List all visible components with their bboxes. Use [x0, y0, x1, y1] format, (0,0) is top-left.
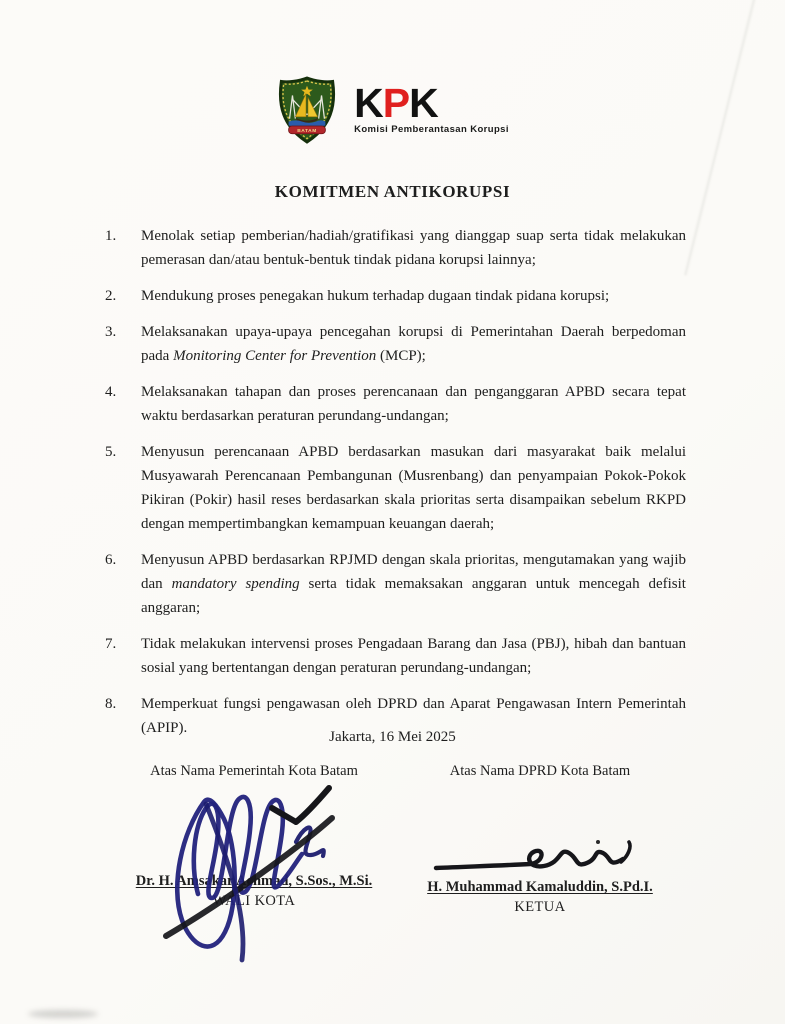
commitment-item	[105, 380, 686, 428]
signatory-left-block	[118, 763, 390, 910]
item-text: Mendukung proses penegakan hukum terhadap dugaan tindak pidana korupsi;	[141, 288, 610, 304]
svg-text:BATAM: BATAM	[297, 128, 317, 134]
commitment-item	[105, 224, 686, 272]
page-title: KOMITMEN ANTIKORUPSI	[274, 182, 511, 201]
commitment-item	[105, 632, 686, 680]
kpk-letter-k2: K	[409, 80, 438, 126]
header-logos	[0, 76, 785, 144]
item-number: 8.	[105, 696, 117, 712]
item-text: Tidak melakukan intervensi proses Pengadaan Barang dan Jasa (PBJ), hibah dan bantuan sosial yang bertentangan dengan peraturan perundang-undangan;	[141, 636, 686, 676]
commitment-list	[105, 224, 686, 752]
item-number: 3.	[105, 324, 117, 340]
commitment-item	[105, 320, 686, 368]
kpk-letter-p: P	[382, 80, 410, 126]
commitment-item	[105, 284, 686, 308]
date-line: Jakarta, 16 Mei 2025	[329, 729, 456, 745]
signatory-right-name: H. Muhammad Kamaluddin, S.Pd.I.	[427, 879, 653, 895]
item-number: 4.	[105, 384, 117, 400]
crest-ribbon	[289, 126, 326, 134]
signatory-left-name: Dr. H. Amsakar Achmad, S.Sos., M.Si.	[135, 873, 373, 889]
item-number: 6.	[105, 552, 117, 568]
kpk-logo	[354, 80, 509, 135]
item-text: Memperkuat fungsi pengawasan oleh DPRD dan Aparat Pengawasan Intern Pemerintah (APIP).	[141, 696, 686, 736]
item-text: Menyusun APBD berdasarkan RPJMD dengan skala prioritas, mengutamakan yang wajib dan mandatory spending serta tidak memaksakan anggaran untuk mencegah defisit anggaran;	[141, 552, 686, 616]
kpk-wordmark	[354, 80, 438, 126]
signatory-right-role: KETUA	[514, 899, 566, 915]
item-text: Melaksanakan tahapan dan proses perencanaan dan penganggaran APBD secara tepat waktu berdasarkan peraturan perundang-undangan;	[141, 384, 686, 424]
commitment-item	[105, 440, 686, 536]
item-number: 1.	[105, 228, 117, 244]
on-behalf-right: Atas Nama DPRD Kota Batam	[449, 763, 631, 779]
ink-speck	[596, 840, 600, 844]
item-number: 2.	[105, 288, 117, 304]
item-text: Melaksanakan upaya-upaya pencegahan korupsi di Pemerintahan Daerah berpedoman pada Monitoring Center for Prevention (MCP);	[141, 324, 686, 364]
kpk-letter-k1: K	[354, 80, 383, 126]
item-text: Menyusun perencanaan APBD berdasarkan masukan dari masyarakat baik melalui Musyawarah Perencanaan Pembangunan (Musrenbang) dan penyampaian Pokok-Pokok Pikiran (Pokir) hasil reses berdasarkan skala prioritas serta disampaikan sebelum RKPD dengan mempertimbangkan kemampuan keuangan daerah;	[141, 444, 686, 532]
scan-artifact-smudge	[28, 1010, 98, 1018]
item-number: 7.	[105, 636, 117, 652]
kpk-subtitle: Komisi Pemberantasan Korupsi	[354, 124, 509, 135]
signatory-left-role: WALI KOTA	[212, 893, 296, 909]
commitment-item	[105, 548, 686, 620]
batam-city-crest-icon	[276, 76, 338, 144]
signatory-right-block	[412, 763, 668, 916]
item-number: 5.	[105, 444, 117, 460]
item-text: Menolak setiap pemberian/hadiah/gratifikasi yang dianggap suap serta tidak melakukan pemerasan dan/atau bentuk-bentuk tindak pidana korupsi lainnya;	[141, 228, 686, 268]
on-behalf-left: Atas Nama Pemerintah Kota Batam	[150, 763, 358, 779]
